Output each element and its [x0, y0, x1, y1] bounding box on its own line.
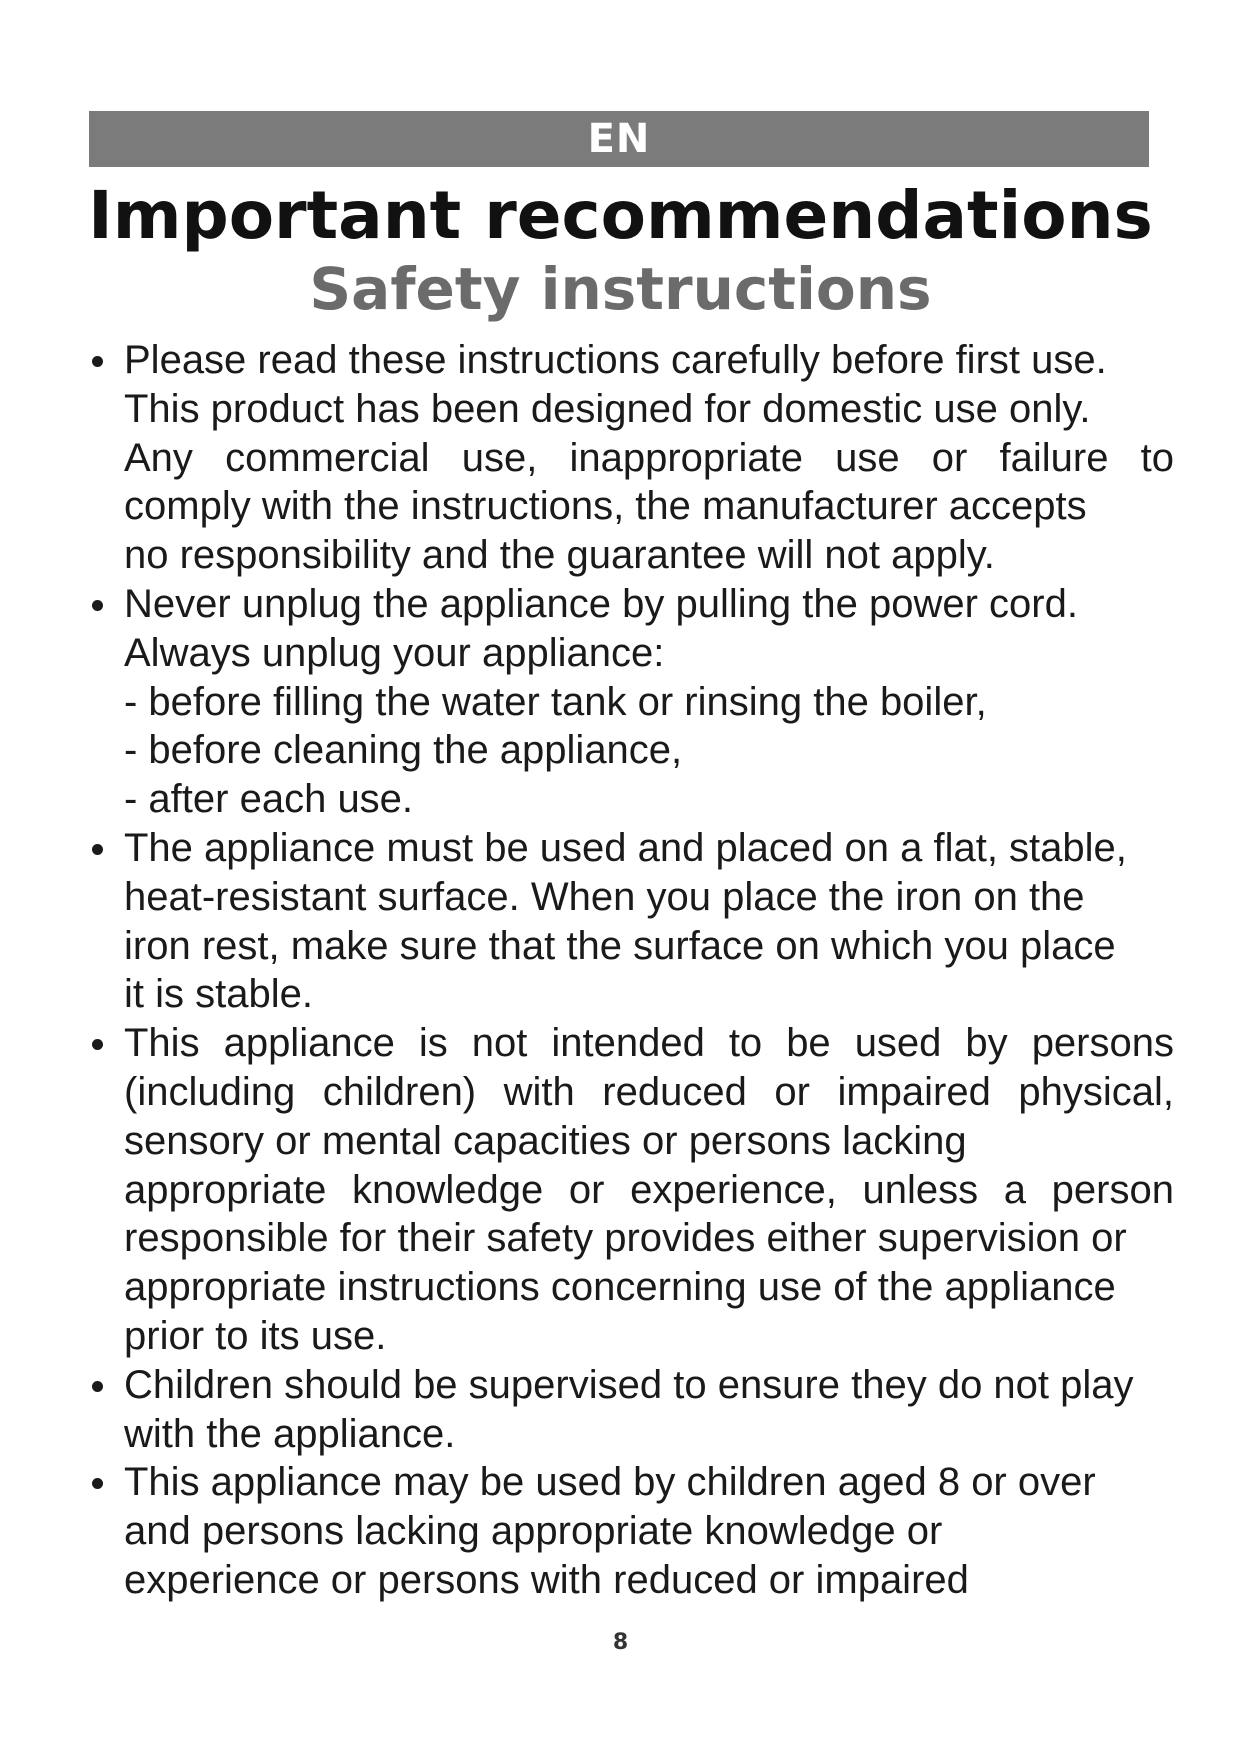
instruction-line: Please read these instructions carefully before first use.: [124, 338, 1107, 382]
instruction-line: appropriate knowledge or experience, unless a person: [124, 1167, 1174, 1212]
instruction-item: [92, 1019, 1174, 1361]
bullet-icon: [92, 356, 103, 367]
instruction-line: comply with the instructions, the manufacturer accepts: [124, 484, 1087, 529]
language-header-bar: EN: [89, 111, 1149, 167]
safety-instructions-list: [92, 336, 1174, 1605]
instruction-line: This appliance is not intended to be used by persons: [124, 1021, 1174, 1066]
instruction-item: [92, 824, 1174, 1019]
instruction-item: [92, 1458, 1174, 1604]
instruction-line: appropriate instructions concerning use of the appliance: [124, 1265, 1116, 1310]
instruction-line: heat-resistant surface. When you place the iron on the: [124, 874, 1085, 919]
instruction-line: This product has been designed for domestic use only.: [124, 386, 1091, 431]
bullet-icon: [92, 844, 103, 855]
page-number: 8: [612, 1630, 629, 1655]
page-title: Important recommendations: [88, 177, 1153, 254]
instruction-line: Never unplug the appliance by pulling the power cord.: [124, 581, 1078, 626]
instruction-line: - before cleaning the appliance,: [124, 728, 683, 773]
instruction-line: with the appliance.: [124, 1411, 456, 1456]
instruction-line: (including children) with reduced or impaired physical,: [124, 1069, 1174, 1114]
instruction-line: experience or persons with reduced or impaired: [124, 1557, 969, 1602]
instruction-line: responsible for their safety provides either supervision or: [124, 1216, 1127, 1261]
instruction-line: Children should be supervised to ensure they do not play: [124, 1362, 1134, 1407]
instruction-item: [92, 336, 1174, 580]
instruction-line: - after each use.: [124, 777, 414, 822]
instruction-line: prior to its use.: [124, 1313, 387, 1358]
instruction-line: it is stable.: [124, 972, 313, 1017]
page-subtitle: Safety instructions: [309, 255, 932, 323]
instruction-line: iron rest, make sure that the surface on which you place: [124, 923, 1116, 968]
instruction-line: sensory or mental capacities or persons lacking: [124, 1118, 967, 1163]
instruction-line: This appliance may be used by children aged 8 or over: [124, 1460, 1096, 1505]
instruction-line: no responsibility and the guarantee will not apply.: [124, 533, 995, 578]
bullet-icon: [92, 1381, 103, 1392]
instruction-line: Always unplug your appliance:: [124, 630, 665, 675]
instruction-line: and persons lacking appropriate knowledge or: [124, 1509, 943, 1554]
instruction-item: [92, 580, 1174, 824]
bullet-icon: [92, 600, 103, 611]
instruction-item: [92, 1361, 1174, 1459]
bullet-icon: [92, 1478, 103, 1489]
instruction-line: - before filling the water tank or rinsing the boiler,: [124, 679, 987, 724]
bullet-icon: [92, 1039, 103, 1050]
instruction-line: The appliance must be used and placed on a flat, stable,: [124, 825, 1127, 870]
instruction-line: Any commercial use, inappropriate use or failure to: [124, 435, 1174, 480]
